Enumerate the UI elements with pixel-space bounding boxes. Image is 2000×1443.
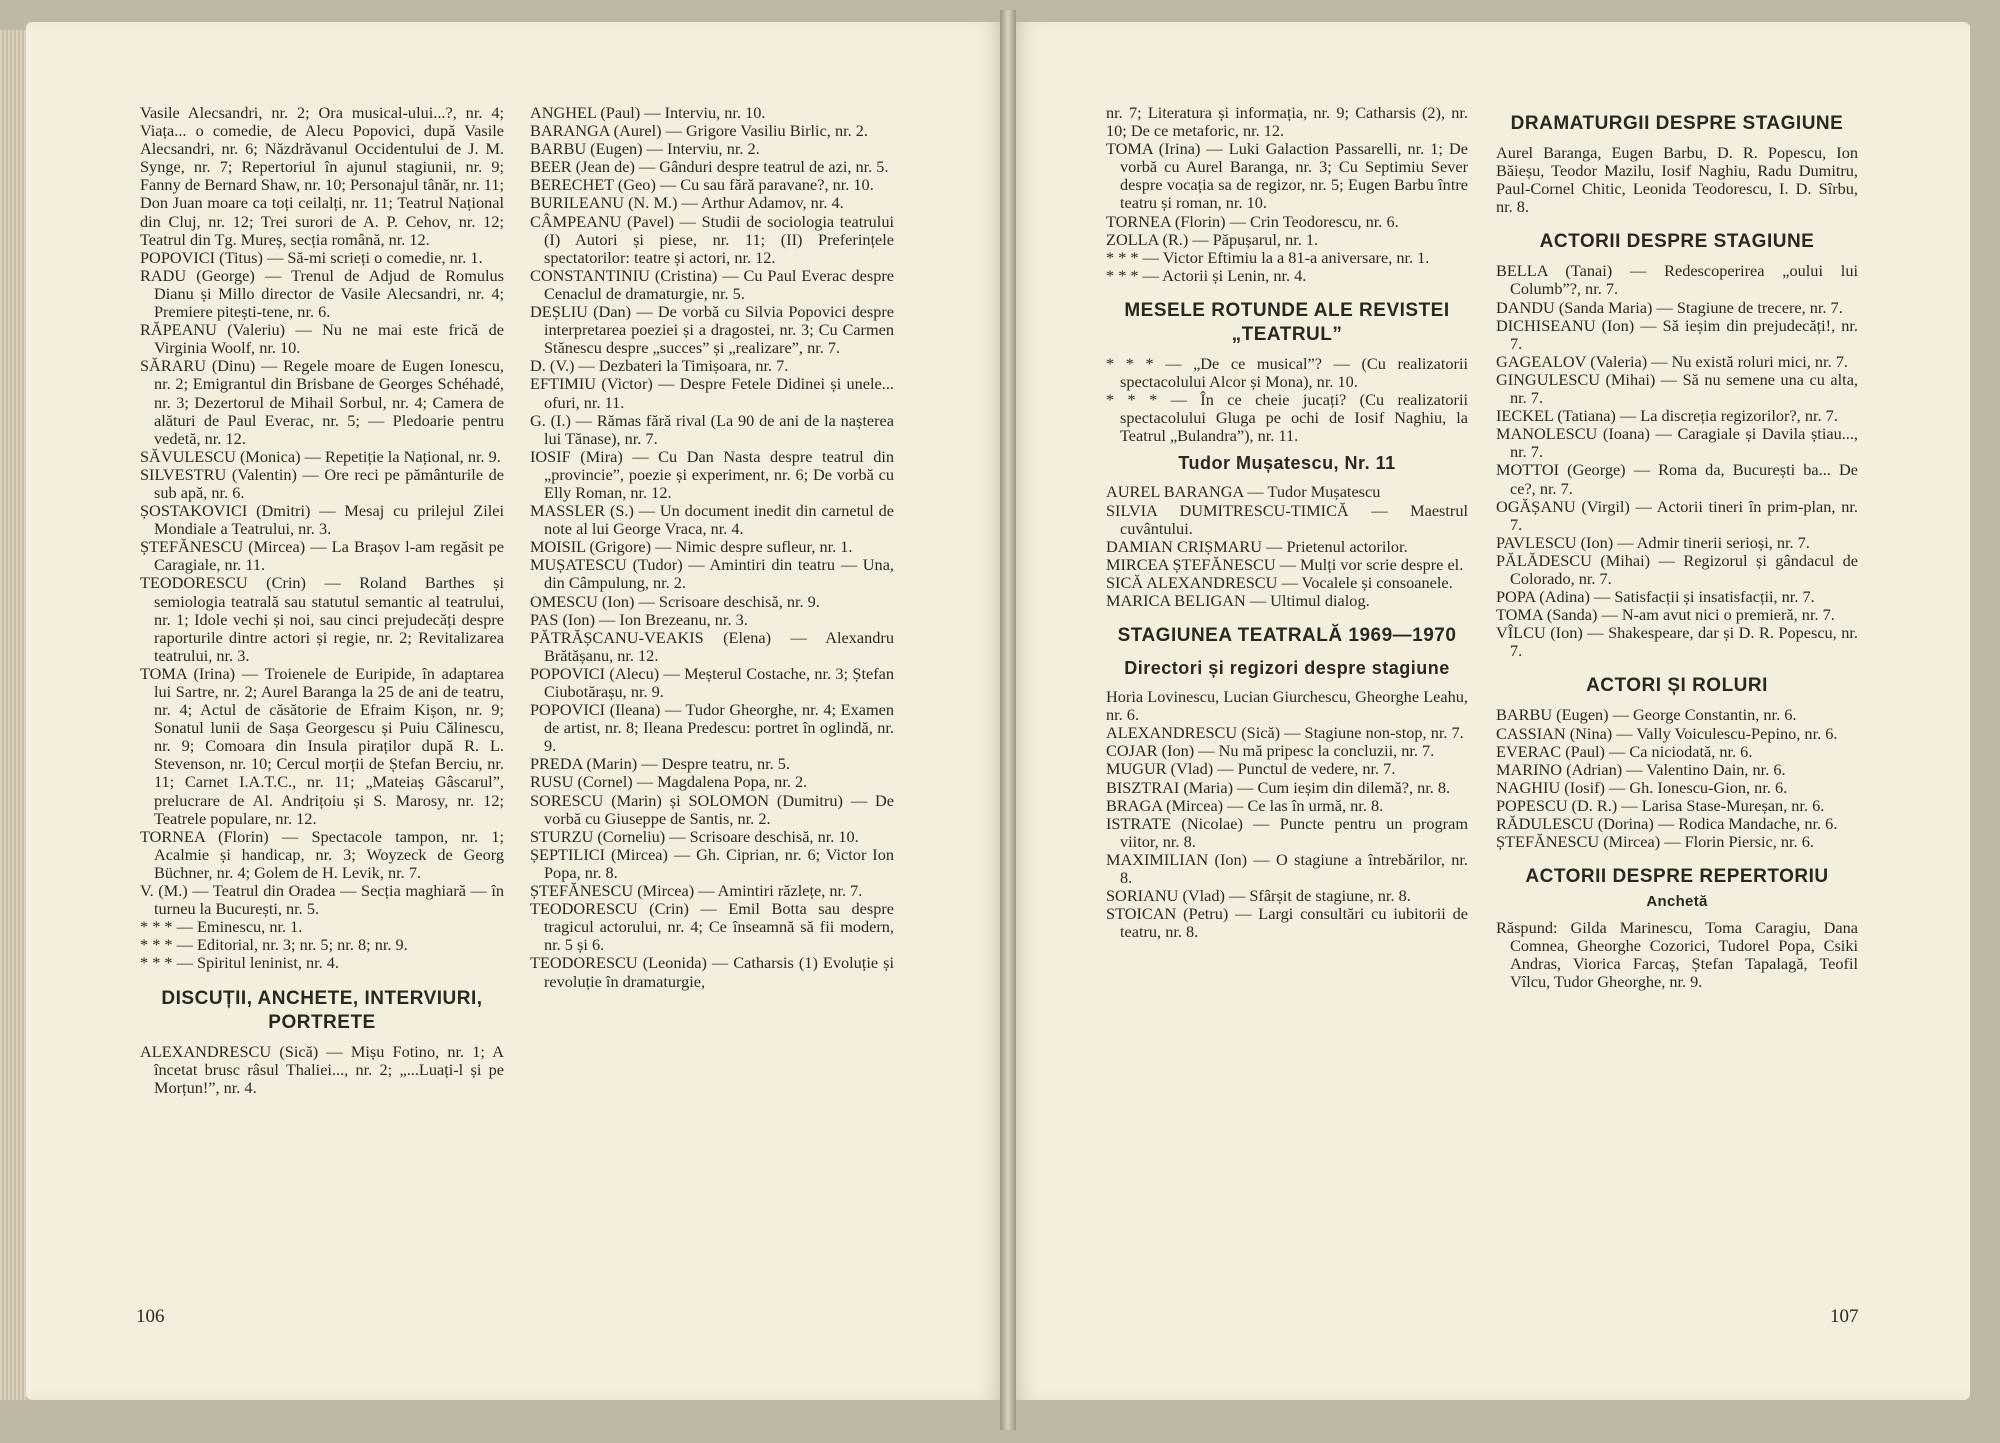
bibliography-entry: GAGEALOV (Valeria) — Nu există roluri mici, nr. 7. xyxy=(1496,351,1848,371)
bibliography-entry: SĂVULESCU (Monica) — Repetiție la Național, nr. 9. xyxy=(140,446,501,466)
bibliography-entry: EFTIMIU (Victor) — Despre Fetele Didinei și unele... ofuri, nr. 11. xyxy=(530,374,894,412)
right-page-column-2 xyxy=(1496,112,1858,992)
bibliography-entry: ANGHEL (Paul) — Interviu, nr. 10. xyxy=(530,103,766,122)
bibliography-entry: BARBU (Eugen) — Interviu, nr. 2. xyxy=(530,139,760,159)
bibliography-entry: POPOVICI (Ileana) — Tudor Gheorghe, nr. 4; Examen de artist, nr. 8; Ileana Predescu: portret în oglindă, nr. 9. xyxy=(530,700,894,756)
bibliography-entry: EVERAC (Paul) — Ca niciodată, nr. 6. xyxy=(1496,741,1753,761)
bibliography-entry: MOTTOI (George) — Roma da, București ba... De ce?, nr. 7. xyxy=(1496,460,1858,498)
book-page-edges xyxy=(0,30,28,1400)
bibliography-entry: BEER (Jean de) — Gânduri despre teatrul de azi, nr. 5. xyxy=(530,157,889,177)
bibliography-entry: PĂLĂDESCU (Mihai) — Regizorul și gândacul de Colorado, nr. 7. xyxy=(1496,550,1858,588)
bibliography-entry: TEODORESCU (Crin) — Emil Botta sau despre tragicul actorului, nr. 4; Ce înseamnă să fii modern, nr. 5 și 6. xyxy=(530,899,894,955)
bibliography-entry: RĂPEANU (Valeriu) — Nu ne mai este frică de Virginia Woolf, nr. 10. xyxy=(140,320,504,358)
bibliography-entry: G. (I.) — Rămas fără rival (La 90 de ani de la nașterea lui Tănase), nr. 7. xyxy=(530,410,894,448)
bibliography-entry: ȘTEFĂNESCU (Mircea) — Florin Piersic, nr. 6. xyxy=(1496,832,1814,852)
bibliography-entry: STURZU (Corneliu) — Scrisoare deschisă, nr. 10. xyxy=(530,826,859,846)
page-number-right: 107 xyxy=(1830,1306,1859,1327)
bibliography-entry: ȘTEFĂNESCU (Mircea) — Amintiri răzlețe, nr. 7. xyxy=(530,881,863,901)
left-page-column-2 xyxy=(530,104,894,991)
left-page-column-1 xyxy=(140,104,504,1097)
section-heading-stagiunea: STAGIUNEA TEATRALĂ 1969—1970 xyxy=(1117,625,1457,647)
bibliography-entry: Horia Lovinescu, Lucian Giurchescu, Gheorghe Leahu, nr. 6. xyxy=(1106,687,1468,725)
section-heading-directori: Directori și regizori despre stagiune xyxy=(1124,658,1450,679)
bibliography-entry: NAGHIU (Iosif) — Gh. Ionescu-Gion, nr. 6. xyxy=(1496,777,1788,797)
entry-list xyxy=(140,1043,504,1097)
bibliography-entry: POPESCU (D. R.) — Larisa Stase-Mureșan, nr. 6. xyxy=(1496,795,1825,815)
bibliography-entry: BARBU (Eugen) — George Constantin, nr. 6. xyxy=(1496,705,1797,725)
bibliography-entry: IECKEL (Tatiana) — La discreția regizorilor?, nr. 7. xyxy=(1496,406,1838,426)
bibliography-entry: ALEXANDRESCU (Sică) — Stagiune non-stop, nr. 7. xyxy=(1106,723,1464,743)
bibliography-entry: SORESCU (Marin) și SOLOMON (Dumitru) — De vorbă cu Giuseppe de Santis, nr. 2. xyxy=(530,790,894,828)
entry-list xyxy=(140,104,504,973)
bibliography-entry: ZOLLA (R.) — Păpușarul, nr. 1. xyxy=(1106,229,1319,249)
bibliography-entry: TOMA (Sanda) — N-am avut nici o premieră, nr. 7. xyxy=(1496,605,1835,625)
entry-list xyxy=(530,104,894,991)
bibliography-entry: V. (M.) — Teatrul din Oradea — Secția maghiară — în turneu la București, nr. 5. xyxy=(140,881,504,919)
bibliography-entry: BELLA (Tanai) — Redescoperirea „oului lui Columb”?, nr. 7. xyxy=(1496,261,1858,299)
book-gutter xyxy=(1000,10,1016,1430)
bibliography-entry: SILVIA DUMITRESCU-TIMICĂ — Maestrul cuvântului. xyxy=(1106,500,1468,538)
bibliography-entry: TORNEA (Florin) — Crin Teodorescu, nr. 6. xyxy=(1106,211,1399,231)
bibliography-entry: DICHISEANU (Ion) — Să ieșim din prejudecăți!, nr. 7. xyxy=(1496,315,1858,353)
bibliography-entry: DANDU (Sanda Maria) — Stagiune de trecere, nr. 7. xyxy=(1496,297,1843,317)
bibliography-entry: OMESCU (Ion) — Scrisoare deschisă, nr. 9. xyxy=(530,591,820,611)
right-page-column-1 xyxy=(1106,104,1468,941)
bibliography-entry: ȘTEFĂNESCU (Mircea) — La Brașov l-am regăsit pe Caragiale, nr. 11. xyxy=(140,537,504,575)
bibliography-entry: TEODORESCU (Leonida) — Catharsis (1) Evoluție și revoluție în dramaturgie, xyxy=(530,953,894,991)
bibliography-entry: POPOVICI (Titus) — Să-mi scrieți o comedie, nr. 1. xyxy=(140,247,483,267)
bibliography-entry: MUȘATESCU (Tudor) — Amintiri din teatru — Una, din Câmpulung, nr. 2. xyxy=(530,555,894,593)
bibliography-entry: SORIANU (Vlad) — Sfârșit de stagiune, nr. 8. xyxy=(1106,886,1411,906)
bibliography-entry: * * * — Editorial, nr. 3; nr. 5; nr. 8; nr. 9. xyxy=(140,935,408,955)
bibliography-entry: MARICA BELIGAN — Ultimul dialog. xyxy=(1106,590,1370,610)
bibliography-entry: STOICAN (Petru) — Largi consultări cu iubitorii de teatru, nr. 8. xyxy=(1106,904,1468,942)
bibliography-entry: SICĂ ALEXANDRESCU — Vocalele și consoanele. xyxy=(1106,572,1453,592)
section-heading-musatescu: Tudor Mușatescu, Nr. 11 xyxy=(1178,453,1396,474)
bibliography-entry: POPA (Adina) — Satisfacții și insatisfacții, nr. 7. xyxy=(1496,587,1815,607)
bibliography-entry: BARANGA (Aurel) — Grigore Vasiliu Birlic, nr. 2. xyxy=(530,121,868,141)
bibliography-entry: SILVESTRU (Valentin) — Ore reci pe pământurile de sub apă, nr. 6. xyxy=(140,464,504,502)
bibliography-entry: MASSLER (S.) — Un document inedit din carnetul de note al lui George Vraca, nr. 4. xyxy=(530,501,894,539)
bibliography-entry: ȘOSTAKOVICI (Dmitri) — Mesaj cu prilejul Zilei Mondiale a Teatrului, nr. 3. xyxy=(140,501,504,539)
bibliography-entry: PAVLESCU (Ion) — Admir tinerii serioși, nr. 7. xyxy=(1496,532,1810,552)
bibliography-entry: SĂRARU (Dinu) — Regele moare de Eugen Ionescu, nr. 2; Emigrantul din Brisbane de Georges Schéhadé, nr. 3; Dezertorul de Mihail Sorbul, nr. 4; Camera de alături de Paul Everac, nr. 5; — Pledoarie pentru vedetă, nr. 12. xyxy=(140,356,504,448)
bibliography-entry: MUGUR (Vlad) — Punctul de vedere, nr. 7. xyxy=(1106,759,1396,779)
bibliography-entry: MIRCEA ȘTEFĂNESCU — Mulți vor scrie despre el. xyxy=(1106,554,1464,574)
bibliography-entry: * * * — Eminescu, nr. 1. xyxy=(140,917,303,937)
bibliography-entry: BRAGA (Mircea) — Ce las în urmă, nr. 8. xyxy=(1106,795,1384,815)
section-heading-actorii-stagiune: ACTORII DESPRE STAGIUNE xyxy=(1539,231,1815,253)
bibliography-entry: Vasile Alecsandri, nr. 2; Ora musical-ului...?, nr. 4; Viața... o comedie, de Alecu Popovici, după Vasile Alecsandri, nr. 6; Năzdrăvanul Occidentului de J. M. Synge, nr. 7; Repertoriul în ajunul stagiunii, nr. 9; Fanny de Bernard Shaw, nr. 10; Personajul tânăr, nr. 11; Don Juan moare ca toți ceilalți, nr. 11; Teatrul Național din Cluj, nr. 12; Trei surori de A. P. Cehov, nr. 12; Teatrul din Tg. Mureș, secția română, nr. 12. xyxy=(140,103,504,249)
bibliography-entry: TORNEA (Florin) — Spectacole tampon, nr. 1; Acalmie și handicap, nr. 3; Woyzeck de Georg Büchner, nr. 4; Golem de H. Levik, nr. 7. xyxy=(140,826,504,882)
section-heading-mesele-rotunde: MESELE ROTUNDE ALE REVISTEI „TEATRUL” xyxy=(1124,299,1450,345)
entry-list xyxy=(1106,355,1468,445)
bibliography-entry: ȘEPTILICI (Mircea) — Gh. Ciprian, nr. 6; Victor Ion Popa, nr. 8. xyxy=(530,844,894,882)
bibliography-entry: ALEXANDRESCU (Sică) — Mișu Fotino, nr. 1; A încetat brusc râsul Thaliei..., nr. 2; „...Luați-l și pe Morțun!”, nr. 4. xyxy=(140,1041,504,1097)
bibliography-entry: GINGULESCU (Mihai) — Să nu semene una cu alta, nr. 7. xyxy=(1496,369,1858,408)
bibliography-entry: TEODORESCU (Crin) — Roland Barthes și semiologia teatrală sau statutul semantic al teatrului, nr. 1; Idole vechi și noi, sau cinci prejudecăți despre raporturile dintre actori și regie, nr. 2; Revitalizarea teatrului, nr. 3. xyxy=(140,573,504,665)
bibliography-entry: * * * — Victor Eftimiu la a 81-a aniversare, nr. 1. xyxy=(1106,247,1430,267)
bibliography-entry: MOISIL (Grigore) — Nimic despre sufleur, nr. 1. xyxy=(530,537,853,557)
section-subheading-ancheta: Anchetă xyxy=(1646,893,1708,911)
bibliography-entry: VÎLCU (Ion) — Shakespeare, dar și D. R. Popescu, nr. 7. xyxy=(1496,623,1858,661)
bibliography-entry: BURILEANU (N. M.) — Arthur Adamov, nr. 4. xyxy=(530,193,844,213)
bibliography-entry: IOSIF (Mira) — Cu Dan Nasta despre teatrul din „provincie”, poezie și experiment, nr. 6; De vorbă cu Elly Roman, nr. 12. xyxy=(530,446,894,502)
bibliography-entry: RUSU (Cornel) — Magdalena Popa, nr. 2. xyxy=(530,772,808,792)
bibliography-entry: PAS (Ion) — Ion Brezeanu, nr. 3. xyxy=(530,609,748,629)
entry-list xyxy=(1496,919,1858,991)
bibliography-entry: DAMIAN CRIȘMARU — Prietenul actorilor. xyxy=(1106,536,1408,556)
bibliography-entry: CASSIAN (Nina) — Vally Voiculescu-Pepino, nr. 6. xyxy=(1496,723,1838,743)
bibliography-entry: * * * — În ce cheie jucați? (Cu realizatorii spectacolului Gluga pe ochi de Iosif Naghiu, la Teatrul „Bulandra”), nr. 11. xyxy=(1106,390,1468,446)
bibliography-entry: TOMA (Irina) — Troienele de Euripide, în adaptarea lui Sartre, nr. 2; Aurel Baranga la 25 de ani de teatru, nr. 4; Actul de căsătorie de Efraim Kișon, nr. 9; Sonatul lunii de Sașa Georgescu și Puiu Călinescu, nr. 9; Comoara din Insula piraților după R. L. Stevenson, nr. 10; Cercul morții de Ștefan Berciu, nr. 11; Carnet I.A.T.C., nr. 11; „Mateiaș Gâscarul”, prelucrare de Al. Andrițoiu și S. Marosy, nr. 12; Teatrele populare, nr. 12. xyxy=(140,663,504,828)
bibliography-entry: PREDA (Marin) — Despre teatru, nr. 5. xyxy=(530,754,790,774)
entry-list xyxy=(1496,706,1858,851)
bibliography-entry: POPOVICI (Alecu) — Meșterul Costache, nr. 3; Ștefan Ciubotărașu, nr. 9. xyxy=(530,663,894,701)
bibliography-entry: OGĂȘANU (Virgil) — Actorii tineri în prim-plan, nr. 7. xyxy=(1496,496,1858,534)
section-heading-actori-roluri: ACTORI ȘI ROLURI xyxy=(1586,675,1768,697)
bibliography-entry: * * * — „De ce musical”? — (Cu realizatorii spectacolului Alcor și Mona), nr. 10. xyxy=(1106,353,1468,392)
entry-list xyxy=(1106,483,1468,610)
bibliography-entry: D. (V.) — Dezbateri la Timișoara, nr. 7. xyxy=(530,356,789,376)
bibliography-entry: CÂMPEANU (Pavel) — Studii de sociologia teatrului (I) Autori și piese, nr. 11; (II) Preferințele spectatorilor: teatre și actori, nr. 12. xyxy=(530,211,894,267)
section-heading-discutii: DISCUȚII, ANCHETE, INTERVIURI, PORTRETE xyxy=(161,987,483,1033)
bibliography-entry: Aurel Baranga, Eugen Barbu, D. R. Popescu, Ion Băieșu, Teodor Mazilu, Iosif Naghiu, Radu Dumitru, Paul-Cornel Chitic, Leonida Teodorescu, I. D. Sîrbu, nr. 8. xyxy=(1496,143,1858,217)
bibliography-entry: RĂDULESCU (Dorina) — Rodica Mandache, nr. 6. xyxy=(1496,814,1838,833)
entry-list xyxy=(1106,104,1468,285)
entry-list xyxy=(1496,144,1858,216)
bibliography-entry: MAXIMILIAN (Ion) — O stagiune a întrebărilor, nr. 8. xyxy=(1106,849,1468,887)
bibliography-entry: * * * — Spiritul leninist, nr. 4. xyxy=(140,953,339,973)
bibliography-entry: CONSTANTINIU (Cristina) — Cu Paul Everac despre Cenaclul de dramaturgie, nr. 5. xyxy=(530,265,894,303)
section-heading-actorii-repertoriu: ACTORII DESPRE REPERTORIU xyxy=(1525,866,1829,888)
bibliography-entry: BISZTRAI (Maria) — Cum ieșim din dilemă?, nr. 8. xyxy=(1106,777,1451,797)
bibliography-entry: MARINO (Adrian) — Valentino Dain, nr. 6. xyxy=(1496,759,1786,779)
bibliography-entry: DEȘLIU (Dan) — De vorbă cu Silvia Popovici despre interpretarea poeziei și a dragostei, nr. 3; Cu Carmen Stănescu despre „succes” și „realizare”, nr. 7. xyxy=(530,302,894,358)
bibliography-entry: nr. 7; Literatura și informația, nr. 9; Catharsis (2), nr. 10; De ce metaforic, nr. 12. xyxy=(1106,103,1468,141)
entry-list xyxy=(1496,262,1858,660)
page-number-left: 106 xyxy=(136,1306,165,1327)
bibliography-entry: COJAR (Ion) — Nu mă pripesc la concluzii, nr. 7. xyxy=(1106,741,1435,761)
section-heading-dramaturgii: DRAMATURGII DESPRE STAGIUNE xyxy=(1510,113,1844,134)
bibliography-entry: ISTRATE (Nicolae) — Puncte pentru un program viitor, nr. 8. xyxy=(1106,813,1468,851)
bibliography-entry: * * * — Actorii și Lenin, nr. 4. xyxy=(1106,265,1307,285)
bibliography-entry: PĂTRĂȘCANU-VEAKIS (Elena) — Alexandru Brătășanu, nr. 12. xyxy=(530,627,894,665)
bibliography-entry: MANOLESCU (Ioana) — Caragiale și Davila știau..., nr. 7. xyxy=(1496,424,1858,462)
entry-list xyxy=(1106,688,1468,941)
bibliography-entry: TOMA (Irina) — Luki Galaction Passarelli, nr. 1; De vorbă cu Aurel Baranga, nr. 3; Cu Septimiu Sever despre vocația sa de regizor, nr. 5; Eugen Barbu între teatru și roman, nr. 10. xyxy=(1106,139,1468,213)
bibliography-entry: Răspund: Gilda Marinescu, Toma Caragiu, Dana Comnea, Gheorghe Cozorici, Tudorel Popa, Csiki Andras, Viorica Farcaș, Ștefan Tapalagă, Teofil Vîlcu, Tudor Gheorghe, nr. 9. xyxy=(1496,918,1858,992)
bibliography-entry: RADU (George) — Trenul de Adjud de Romulus Dianu și Millo director de Vasile Alecsandri, nr. 4; Premiere pitești-tene, nr. 6. xyxy=(140,265,504,322)
bibliography-entry: AUREL BARANGA — Tudor Mușatescu xyxy=(1106,482,1381,502)
bibliography-entry: BERECHET (Geo) — Cu sau fără paravane?, nr. 10. xyxy=(530,175,874,195)
